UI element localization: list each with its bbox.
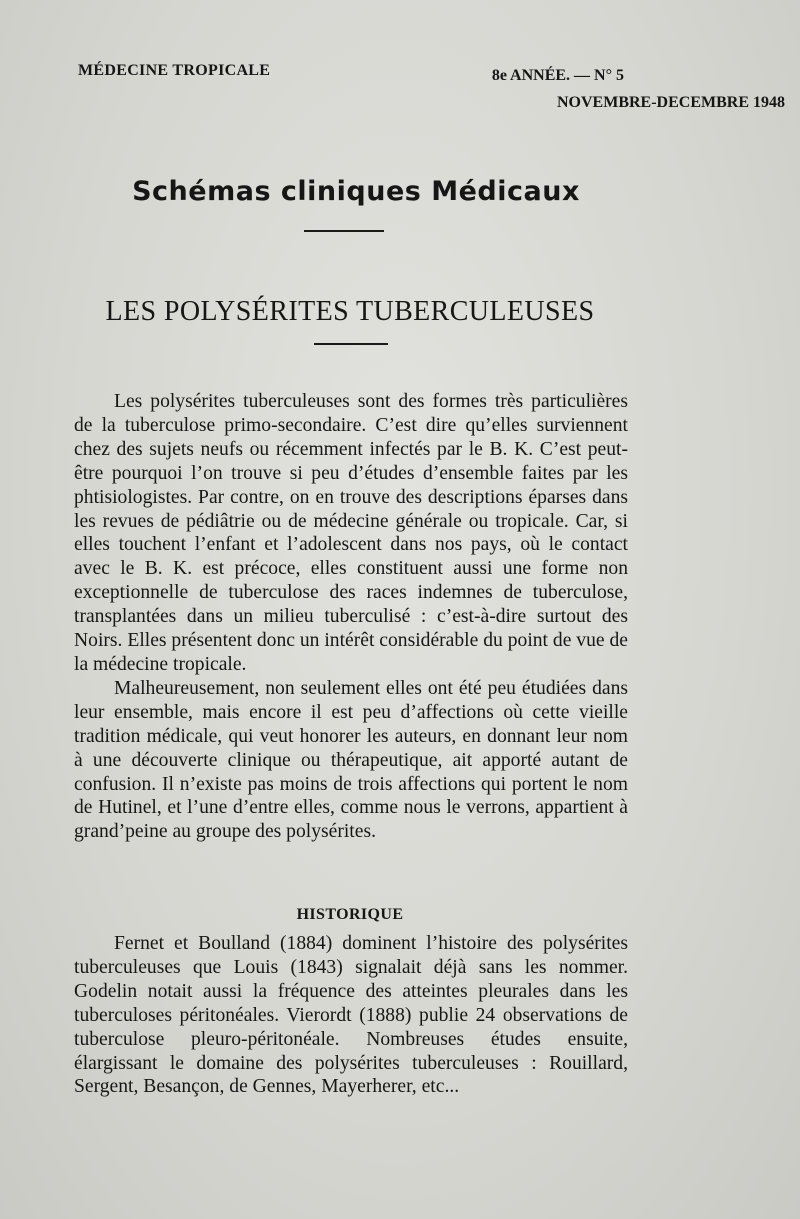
issue-info [386, 62, 785, 116]
article-title-divider [314, 343, 388, 345]
title-divider [304, 230, 384, 232]
intro-paragraph: Malheureusement, non seulement elles ont été peu étudiées dans leur ensemble, mais encore il est peu d’affections où cette vieille tradition médicale, qui veut honorer les auteurs, en donnant leur nom à une découverte clinique ou thérapeutique, ait apporté autant de confusion. Il n’existe pas moins de trois affections qui portent le nom de Hutinel, et l’une d’entre elles, comme nous le verrons, appartient à grand’peine au groupe des polysérites. [74, 677, 628, 843]
historique-heading: HISTORIQUE [296, 906, 404, 923]
issue-date: NOVEMBRE-DECEMBRE 1948 [556, 94, 785, 111]
intro-paragraph: Les polysérites tuberculeuses sont des formes très particulières de la tuberculose primo-secondaire. C’est dire qu’elles surviennent chez des sujets neufs ou récemment infectés par le B. K. C’est peut-être pourquoi l’on trouve si peu d’études d’ensemble faites par les phtisiologistes. Par contre, on en trouve des descriptions éparses dans les revues de pédiâtrie ou de médecine générale ou tropicale. Car, si elles touchent l’enfant et l’adolescent dans nos pays, où le contact avec le B. K. est précoce, elles constituent aussi une forme non exceptionnelle de tuberculose des races indemnes de tuberculose, transplantées dans un milieu tuberculisé : c’est-à-dire surtout des Noirs. Elles présentent donc un intérêt considérable du point de vue de la médecine tropicale. [74, 391, 628, 675]
journal-name: MÉDECINE TROPICALE [78, 62, 271, 79]
intro-text [74, 390, 628, 844]
article-title: LES POLYSÉRITES TUBERCULEUSES [105, 296, 595, 327]
section-title: Schémas cliniques Médicaux [132, 176, 580, 207]
historique-paragraph: Fernet et Boulland (1884) dominent l’histoire des polysérites tuberculeuses que Louis (1843) signalait déjà sans les nommer. Godelin notait aussi la fréquence des atteintes pleurales dans les tuberculoses péritonéales. Vierordt (1888) publie 24 observations de tuberculose pleuro-péritonéale. Nombreuses études ensuite, élargissant le domaine des polysérites tuberculeuses : Rouillard, Sergent, Besançon, de Gennes, Mayerherer, etc... [74, 933, 628, 1098]
historique-text [74, 932, 628, 1099]
issue-number: 8e ANNÉE. — N° 5 [491, 67, 624, 84]
